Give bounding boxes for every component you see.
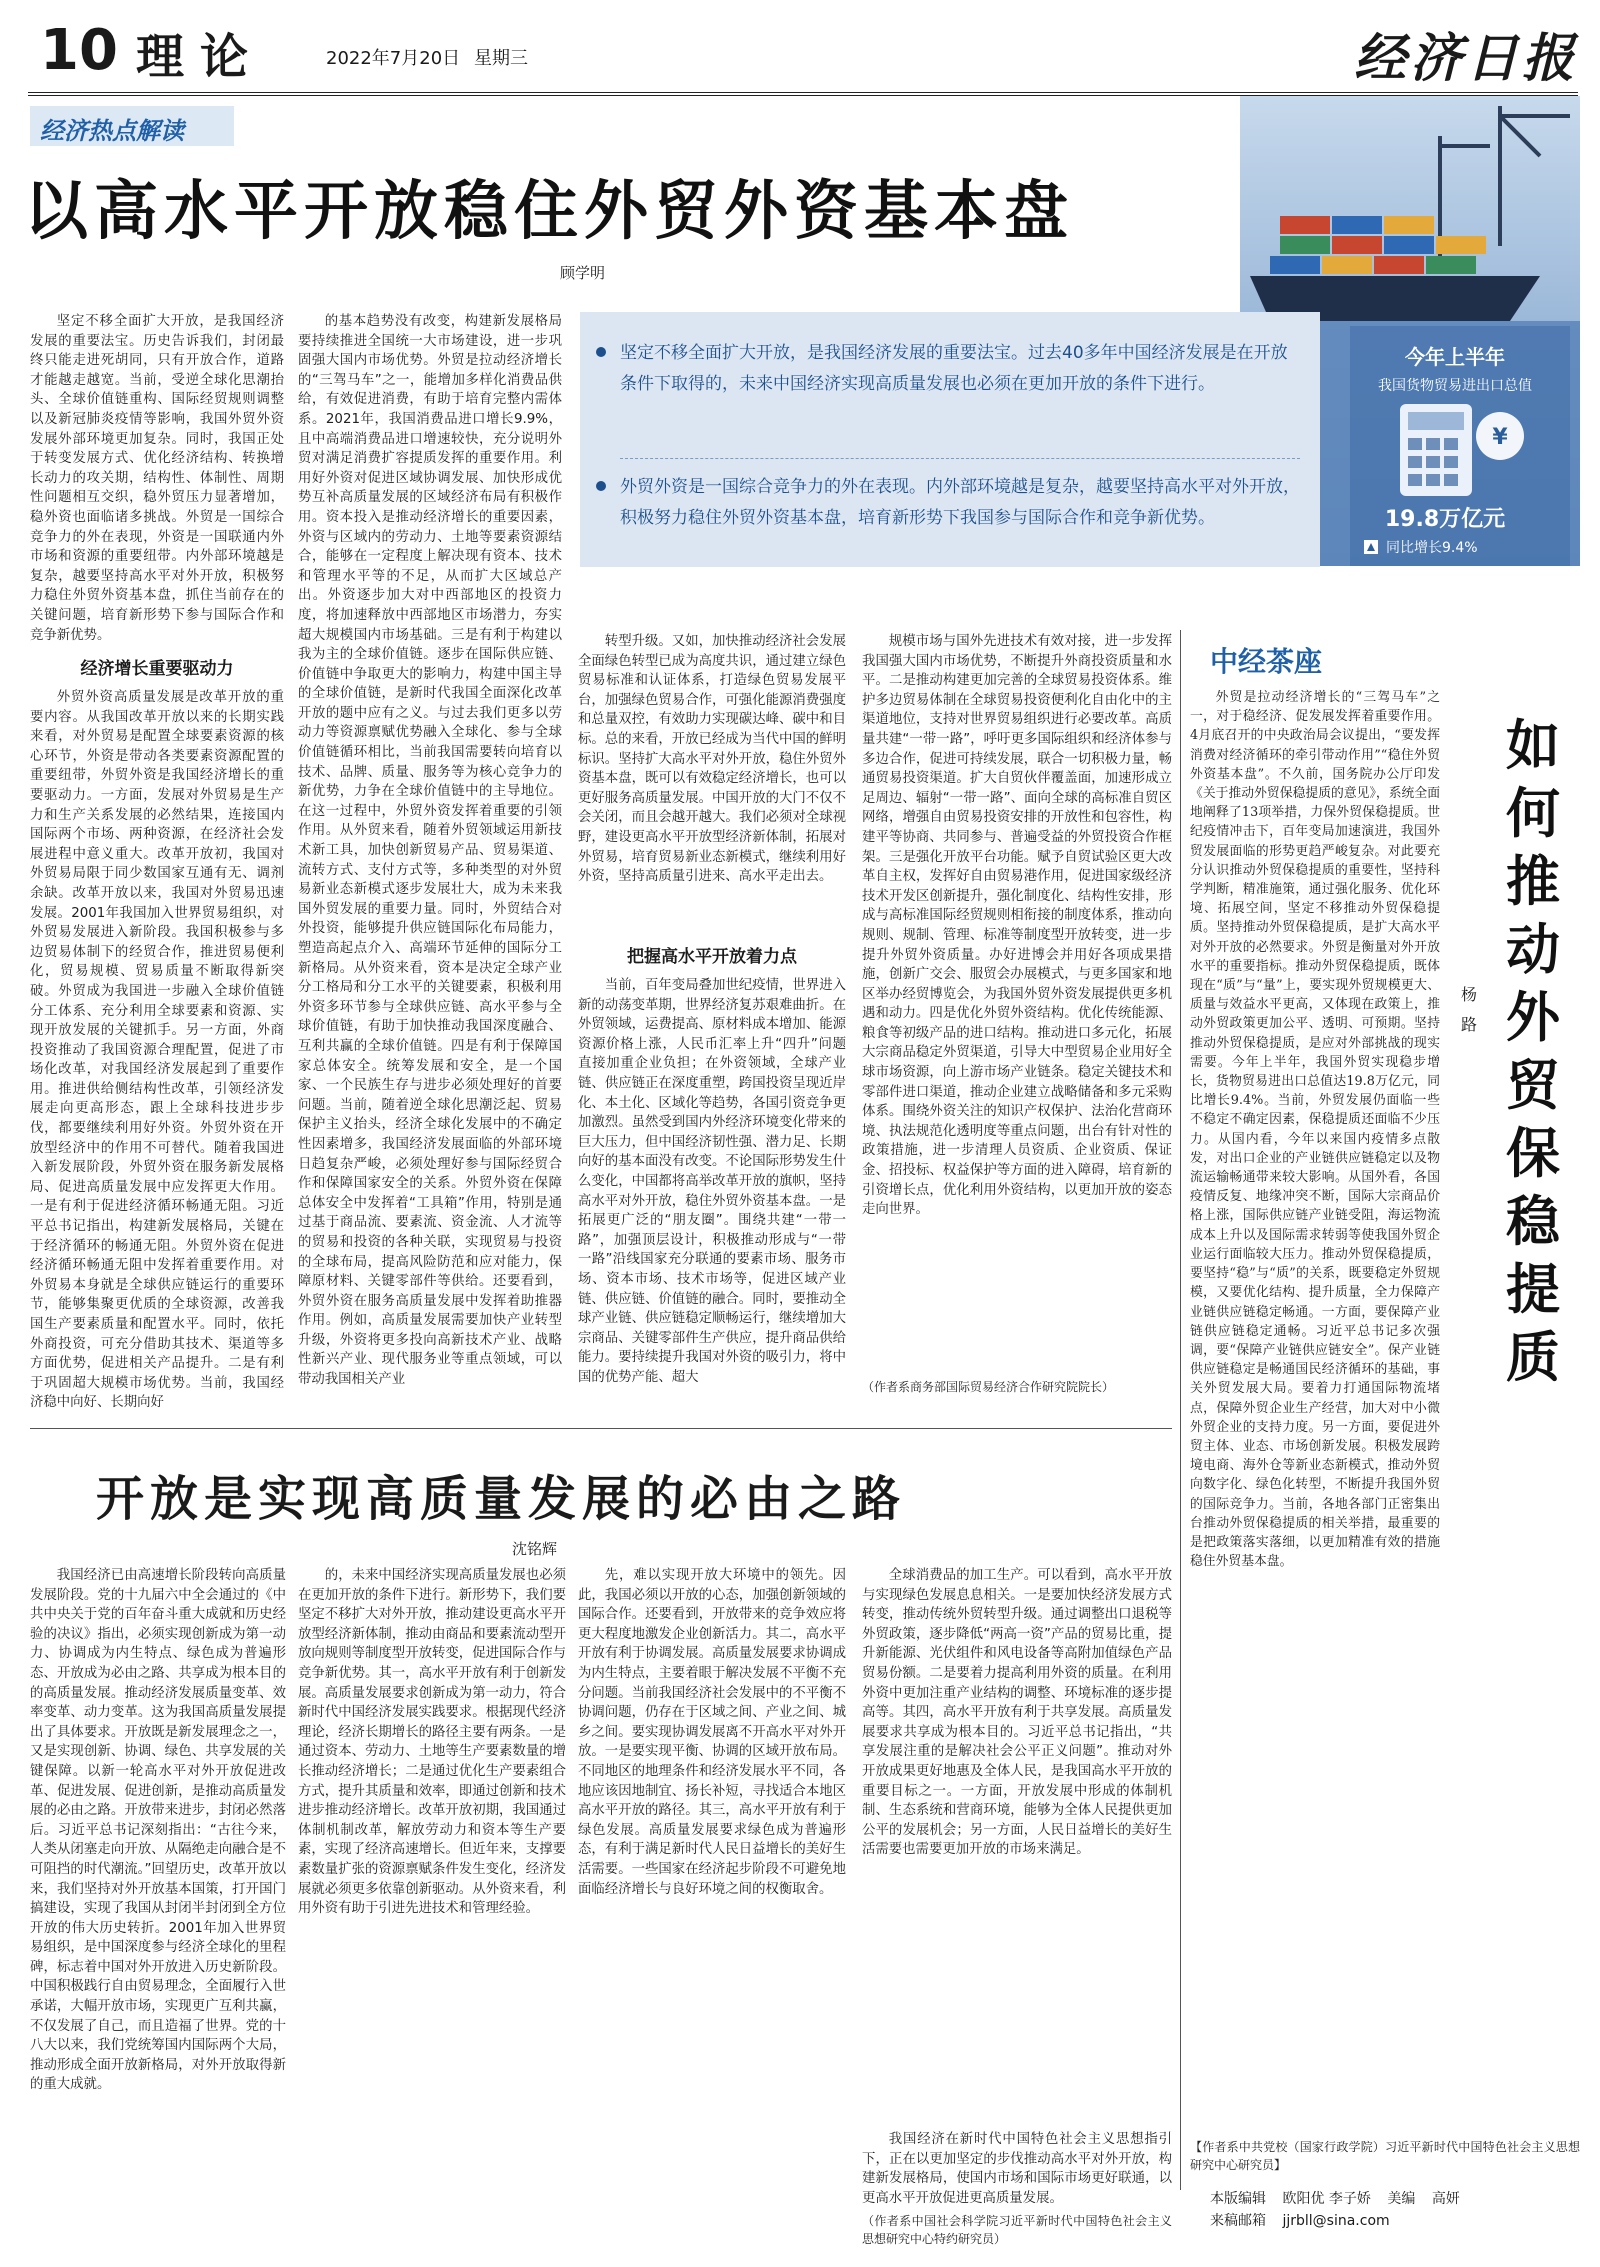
growth-arrow-icon bbox=[1364, 540, 1378, 554]
page-header bbox=[28, 14, 1578, 89]
submission-email[interactable]: jjrbll@sina.com bbox=[1282, 2213, 1390, 2229]
side-author-note: 【作者系中共党校（国家行政学院）习近平新时代中国特色社会主义思想研究中心研究员】 bbox=[1190, 2140, 1580, 2172]
side-article-text: 外贸是拉动经济增长的“三驾马车”之一，对于稳经济、促发展发挥着重要作用。4月底召开的中央政治局会议提出，“要发挥消费对经济循环的牵引带动作用”“稳住外贸外资基本盘”。不久前，国务院办公厅印发《关于推动外贸保稳提质的意见》，系统全面地阐释了13项举措，力保外贸保稳提质。世纪疫情冲击下，百年变局加速演进，我国外贸发展面临的形势更趋严峻复杂。对此要充分认识推动外贸保稳提质的重要性，坚持科学判断，精准施策，通过强化服务、优化环境、拓展空间，坚定不移推动外贸保稳提质。坚持推动外贸保稳提质，是扩大高水平对外开放的必然要求。外贸是衡量对外开放水平的重要指标。推动外贸保稳提质，既体现在“质”与“量”上，要实现外贸规模更大、质量与效益水平更高，又体现在政策上，推动外贸政策更加公平、透明、可预期。坚持推动外贸保稳提质，是应对外部挑战的现实需要。今年上半年，我国外贸实现稳步增长，货物贸易进出口总值达19.8万亿元，同比增长9.4%。当前，外贸发展仍面临一些不稳定不确定因素，保稳提质还面临不少压力。从国内看，今年以来国内疫情多点散发，对出口企业的产业链供应链稳定以及物流运输畅通带来较大影响。从国外看，各国疫情反复、地缘冲突不断，国际大宗商品价格上涨，国际供应链产业链受阻，海运物流成本上升以及国际需求转弱等使我国外贸企业运行面临较大压力。推动外贸保稳提质，要坚持“稳”与“质”的关系，既要稳定外贸规模，又要优化结构、提升质量，全力保障产业链供应链稳定畅通。一方面，要保障产业链供应链稳定通畅。习近平总书记多次强调，要“保障产业链供应链安全”。保产业链供应链稳定是畅通国民经济循环的基础，事关外贸发展大局。要着力打通国际物流堵点，保障外贸企业生产经营，加大对中小微外贸企业的支持力度。另一方面，要促进外贸主体、业态、市场创新发展。积极发展跨境电商、海外仓等新业态新模式，推动外贸向数字化、绿色化转型，不断提升我国外贸的国际竞争力。当前，各地各部门正密集出台推动外贸保稳提质的相关举措，最重要的是把政策落实落细，以更加精准有效的措施稳住外贸基本盘。 bbox=[1190, 690, 1440, 1570]
side-divider bbox=[1180, 630, 1181, 2190]
issue-date: 2022年7月20日 bbox=[326, 48, 461, 69]
quote-divider bbox=[620, 458, 1300, 459]
bullet-icon bbox=[596, 481, 606, 491]
calculator-icon bbox=[1400, 404, 1472, 496]
yuan-coin-icon bbox=[1476, 412, 1524, 460]
article1-column-1a: 坚定不移全面扩大开放，是我国经济发展的重要法宝。历史告诉我们，封闭最终只能走进死胡同，只有开放合作，道路才能越走越宽。当前，受逆全球化思潮抬头、全球价值链重构、国际经贸规则调整以及新冠肺炎疫情等影响，我国外贸外资发展外部环境更加复杂。同时，我国正处于转变发展方式、优化经济结构、转换增长动力的攻关期，结构性、体制性、周期性问题相互交织，稳外贸压力显著增加，稳外资也面临诸多挑战。外贸是一国综合竞争力的外在表现，外资是一国联通内外市场和资源的重要纽带。内外部环境越是复杂，越要坚持高水平对外开放，积极努力稳住外贸外资基本盘，抓住当前存在的关键问题，培育新形势下参与国际合作和竞争新优势。 bbox=[30, 314, 284, 643]
side-headline: 如何推动外贸保稳提质 bbox=[1506, 714, 1560, 1389]
article2-column-3: 先，难以实现开放大环境中的领先。因此，我国必须以开放的心态，加强创新领域的国际合作。还要看到，开放带来的竞争效应将更大程度地激发企业创新活力。其二，高水平开放有利于协调发展。高质量发展要求协调成为内生特点，主要着眼于解决发展不平衡不充分问题。当前我国经济社会发展中的不平衡不协调问题，仍存在于区域之间、产业之间、城乡之间。要实现协调发展离不开高水平对外开放。一是要实现平衡、协调的区域开放布局。不同地区的地理条件和经济发展水平不同，各地应该因地制宜、扬长补短，寻找适合本地区高水平开放的路径。其三，高水平开放有利于绿色发展。高质量发展要求绿色成为普遍形态，有利于满足新时代人民日益增长的美好生活需要。一些国家在经济起步阶段不可避免地面临经济增长与良好环境之间的权衡取舍。 bbox=[578, 1568, 846, 1897]
side-article-text-2 bbox=[1190, 1960, 1580, 2160]
pull-quote-2: 外贸外资是一国综合竞争力的外在表现。内外部环境越是复杂，越要坚持高水平对外开放，积极努力稳住外贸外资基本盘，培育新形势下我国参与国际合作和竞争新优势。 bbox=[620, 472, 1300, 534]
page-footer bbox=[1210, 2188, 1580, 2232]
subhead-2: 把握高水平开放着力点 bbox=[627, 947, 797, 967]
section-title: 理论 bbox=[136, 29, 265, 85]
article2-column-5: 我国经济在新时代中国特色社会主义思想指引下，正在以更加坚定的步伐推动高水平对外开放，构建新发展格局，使国内市场和国际市场更好联通，以更高水平开放促进更高质量发展。 bbox=[862, 2132, 1172, 2206]
infographic-label-2: 我国货物贸易进出口总值 bbox=[1378, 378, 1532, 394]
headline-main: 以高水平开放稳住外贸外资基本盘 bbox=[24, 175, 1074, 249]
column-name-tea: 中经茶座 bbox=[1210, 645, 1323, 678]
pull-quote-1: 坚定不移全面扩大开放，是我国经济发展的重要法宝。过去40多年中国经济发展是在开放条件下取得的，未来中国经济实现高质量发展也必须在更加开放的条件下进行。 bbox=[620, 338, 1300, 400]
pull-quote-box bbox=[580, 312, 1320, 567]
designer-name: 高妍 bbox=[1431, 2191, 1460, 2207]
byline-second: 沈铭辉 bbox=[512, 1540, 558, 1558]
submission-label: 来稿邮箱 bbox=[1210, 2213, 1266, 2229]
article1-column-3a: 转型升级。又如，加快推动经济社会发展全面绿色转型已成为高度共识，通过建立绿色贸易标准和认证体系，打造绿色贸易发展平台，加强绿色贸易合作，可强化能源消费强度和总量双控，有效助力实现碳达峰、碳中和目标。总的来看，开放已经成为当代中国的鲜明标识。坚持扩大高水平对外开放，稳住外贸外资基本盘，既可以有效稳定经济增长，也可以更好服务高质量发展。中国开放的大门不仅不会关闭，而且会越开越大。我们必须对全球视野，建设更高水平开放型经济新体制，拓展对外贸易，培育贸易新业态新模式，继续利用好外资，坚持高质量引进来、高水平走出去。 bbox=[578, 634, 846, 885]
section-divider bbox=[30, 1428, 1172, 1429]
issue-weekday: 星期三 bbox=[474, 48, 528, 69]
column-tag: 经济热点解读 bbox=[30, 106, 234, 146]
designer-label: 美编 bbox=[1387, 2191, 1416, 2207]
article2-author-note: （作者系中国社会科学院习近平新时代中国特色社会主义思想研究中心特约研究员） bbox=[862, 2214, 1172, 2246]
article2-column-1: 我国经济已由高速增长阶段转向高质量发展阶段。党的十九届六中全会通过的《中共中央关于党的百年奋斗重大成就和历史经验的决议》指出，必须实现创新成为第一动力、协调成为内生特点、绿色成为普遍形态、开放成为必由之路、共享成为根本目的的高质量发展。推动经济发展质量变革、效率变革、动力变革。这为我国高质量发展提出了具体要求。开放既是新发展理念之一，又是实现创新、协调、绿色、共享发展的关键保障。以新一轮高水平对外开放促进改革、促进发展、促进创新，是推动高质量发展的必由之路。开放带来进步，封闭必然落后。习近平总书记深刻指出：“古往今来，人类从闭塞走向开放、从隔绝走向融合是不可阻挡的时代潮流。”回望历史，改革开放以来，我们坚持对外开放基本国策，打开国门搞建设，实现了我国从封闭半封闭到全方位开放的伟大历史转折。2001年加入世界贸易组织，是中国深度参与经济全球化的里程碑，标志着中国对外开放进入历史新阶段。中国积极践行自由贸易理念，全面履行入世承诺，大幅开放市场，实现更广互利共赢，不仅发展了自己，而且造福了世界。党的十八大以来，我们党统筹国内国际两个大局，推动形成全面开放新格局，对外开放取得新的重大成就。 bbox=[30, 1568, 286, 2093]
infographic-label-1: 今年上半年 bbox=[1405, 345, 1505, 369]
editor-names: 欧阳优 李子娇 bbox=[1282, 2191, 1371, 2207]
bullet-icon bbox=[596, 347, 606, 357]
infographic-value: 19.8万亿元 bbox=[1384, 507, 1506, 532]
infographic-growth: 同比增长9.4% bbox=[1386, 540, 1478, 556]
side-byline: 杨路 bbox=[1460, 985, 1477, 1034]
article2-column-4: 全球消费品的加工生产。可以看到，高水平开放与实现绿色发展息息相关。一是要加快经济发展方式转变，推动传统外贸转型升级。通过调整出口退税等外贸政策，逐步降低“两高一资”产品的贸易比重，提升新能源、光伏组件和风电设备等高附加值绿色产品贸易份额。二是要着力提高利用外资的质量。在利用外资中更加注重产业结构的调整、环境标准的逐步提高等。其四，高水平开放有利于共享发展。高质量发展要求共享成为根本目的。习近平总书记指出，“共享发展注重的是解决社会公平正义问题”。推动对外开放成果更好地惠及全体人民，是我国高水平开放的重要目标之一。一方面，开放发展中形成的体制机制、生态系统和营商环境，能够为全体人民提供更加公平的发展机会；另一方面，人民日益增长的美好生活需要也需要更加开放的市场来满足。 bbox=[862, 1568, 1172, 1858]
page-number: 10 bbox=[40, 18, 118, 83]
article1-column-2: 的基本趋势没有改变，构建新发展格局要持续推进全国统一大市场建设，进一步巩固强大国内市场优势。外贸是拉动经济增长的“三驾马车”之一，能增加多样化消费品供给，有效促进消费，有助于培育完整内需体系。2021年，我国消费品进口增长9.9%，且中高端消费品进口增速较快，充分说明外贸对满足消费扩容提质发挥的重要作用。利用好外资对促进区域协调发展、加快形成优势互补高质量发展的区域经济布局有积极作用。资本投入是推动经济增长的重要因素，外资与区域内的劳动力、土地等要素资源结合，能够在一定程度上解决现有资本、技术和管理水平等的不足，从而扩大区域总产出。外资逐步加大对中西部地区的投资力度，将加速释放中西部地区市场潜力，夯实超大规模国内市场基础。三是有利于构建以我为主的全球价值链。逐步在国际供应链、价值链中争取更大的影响力，构建中国主导的全球价值链，是新时代我国全面深化改革开放的题中应有之义。与过去我们更多以劳动力等资源禀赋优势融入全球化、参与全球价值链循环相比，当前我国需要转向培育以技术、品牌、质量、服务等为核心竞争力的新优势，力争在全球价值链中的主导地位。在这一过程中，外贸外资发挥着重要的引领作用。从外贸来看，随着外贸领域运用新技术新工具，加快创新贸易产品、贸易渠道、流转方式、支付方式等，多种类型的对外贸易新业态新模式逐步发展壮大，成为未来我国外贸发展的重要力量。同时，外贸结合对外投资，能够提升供应链国际化布局能力，塑造高起点介入、高端环节延伸的国际分工新格局。从外资来看，资本是决定全球产业分工格局和分工水平的关键要素，积极利用外资多环节参与全球供应链、高水平参与全球价值链，有助于加快推动我国深度融合、互利共赢的全球价值链。四是有利于保障国家总体安全。统筹发展和安全，是一个国家、一个民族生存与进步必须处理好的首要问题。当前，随着逆全球化思潮泛起、贸易保护主义抬头，经济全球化发展中的不确定性因素增多，我国经济发展面临的外部环境日趋复杂严峻，必须处理好参与国际经贸合作和保障国家安全的关系。外贸外资在保障总体安全中发挥着“工具箱”作用，特别是通过基于商品流、要素流、资金流、人才流等的贸易和投资的各种关联，实现贸易与投资的全球布局，提高风险防范和应对能力，保障原材料、关键零部件等供给。还要看到，外贸外资在服务高质量发展中发挥着助推器作用。例如，高质量发展需要加快产业转型升级，外资将更多投向高新技术产业、战略性新兴产业、现代服务业等重点领域，可以带动我国相关产业 bbox=[298, 314, 562, 1388]
editor-label: 本版编辑 bbox=[1210, 2191, 1266, 2207]
article1-column-1b: 外贸外资高质量发展是改革开放的重要内容。从我国改革开放以来的长期实践来看，对外贸易是配置全球要素资源的核心环节，外资是带动各类要素资源配置的重要纽带，外贸外资是我国经济增长的重要驱动力。一方面，发展对外贸易是生产力和生产关系发展的必然结果，连接国内国际两个市场、两种资源，在经济社会发展进程中意义重大。改革开放初，我国对外贸易局限于同少数国家互通有无、调剂余缺。改革开放以来，我国对外贸易迅速发展。2001年我国加入世界贸易组织，对外贸易发展进入新阶段。我国积极参与多边贸易体制下的经贸合作，推进贸易便利化，贸易规模、贸易质量不断取得新突破。外贸成为我国进一步融入全球价值链分工体系、充分利用全球要素和资源、实现开放发展的关键抓手。另一方面，外商投资推动了我国资源合理配置，促进了市场化改革，对我国经济发展起到了重要作用。推进供给侧结构性改革，引领经济发展走向更高形态，跟上全球科技进步步伐，都要继续利用好外资。外贸外资在开放型经济中的作用不可替代。随着我国进入新发展阶段，外贸外资在服务新发展格局、促进高质量发展中应发挥更大作用。一是有利于促进经济循环畅通无阻。习近平总书记指出，构建新发展格局，关键在于经济循环的畅通无阻。外贸外资在促进经济循环畅通无阻中发挥着重要作用。对外贸易本身就是全球供应链运行的重要环节，能够集聚更优质的全球资源，改善我国生产要素质量和配置水平。同时，依托外商投资，可充分借助其技术、渠道等多方面优势，促进相关产品提升。二是有利于巩固超大规模市场优势。当前，我国经济稳中向好、长期向好 bbox=[30, 690, 284, 1411]
svg-text:¥: ¥ bbox=[1492, 425, 1508, 450]
article2-column-2: 的，未来中国经济实现高质量发展也必须在更加开放的条件下进行。新形势下，我们要坚定不移扩大对外开放，推动建设更高水平开放型经济新体制，推动由商品和要素流动型开放向规则等制度型开放转变，促进国际合作与竞争新优势。其一，高水平开放有利于创新发展。高质量发展要求创新成为第一动力，符合新时代中国经济发展实践要求。根据现代经济理论，经济长期增长的路径主要有两条。一是通过资本、劳动力、土地等生产要素数量的增长推动经济增长；二是通过优化生产要素组合方式，提升其质量和效率，即通过创新和技术进步推动经济增长。改革开放初期，我国通过体制机制改革，解放劳动力和资本等生产要素，实现了经济高速增长。但近年来，支撑要素数量扩张的资源禀赋条件发生变化，经济发展就必须更多依靠创新驱动。从外资来看，利用外资有助于引进先进技术和管理经验。 bbox=[298, 1568, 566, 1917]
subhead-1: 经济增长重要驱动力 bbox=[80, 659, 234, 679]
masthead-logo: 经济日报 bbox=[1353, 28, 1578, 89]
article1-column-4: 规模市场与国外先进技术有效对接，进一步发挥我国强大国内市场优势，不断提升外商投资质量和水平。二是推动构建更加完善的全球贸易投资体系。维护多边贸易体制在全球贸易投资便利化自由化中的主渠道地位，支持对世界贸易组织进行必要改革。高质量共建“一带一路”，呼吁更多国际组织和经济体参与多边合作，促进可持续发展，联合一切积极力量，畅通贸易投资渠道。扩大自贸伙伴覆盖面，加速形成立足周边、辐射“一带一路”、面向全球的高标准自贸区网络，增强自由贸易投资安排的开放性和包容性，构建平等协商、共同参与、普遍受益的外贸投资合作框架。三是强化开放平台功能。赋予自贸试验区更大改革自主权，发挥好自由贸易港作用，促进国家级经济技术开发区创新提升，强化制度化、结构性安排，形成与高标准国际经贸规则相衔接的制度体系，推动向规则、规制、管理、标准等制度型开放转变，进一步提升外贸外资质量。办好进博会并用好各项成果措施，创新广交会、服贸会办展模式，与更多国家和地区举办经贸博览会，为我国外贸外资发展提供更多机遇和动力。四是优化外贸外资结构。优化传统能源、粮食等初级产品的进口结构。推动进口多元化，拓展大宗商品稳定外贸渠道，引导大中型贸易企业用好全球市场资源，向上游市场产业链条。稳定关键技术和零部件进口渠道，推动企业建立战略储备和多元采购体系。围绕外资关注的知识产权保护、法治化营商环境、执法规范化透明度等重点问题，出台有针对性的政策措施，进一步清理人员资质、企业资质、保证金、招投标、权益保护等方面的进入障碍，培育新的引资增长点，优化利用外资结构，以更加开放的姿态走向世界。 bbox=[862, 634, 1172, 1218]
headline-second: 开放是实现高质量发展的必由之路 bbox=[96, 1471, 907, 1527]
byline-main: 顾学明 bbox=[560, 264, 606, 282]
article1-author-note: （作者系商务部国际贸易经济合作研究院院长） bbox=[862, 1380, 1115, 1394]
article1-column-3b: 当前，百年变局叠加世纪疫情，世界进入新的动荡变革期，世界经济复苏艰难曲折。在外贸领域，运费提高、原材料成本增加、能源资源价格上涨，人民币汇率上升“四升”问题直接加重企业负担；在外资领域，全球产业链、供应链正在深度重塑，跨国投资呈现近岸化、本土化、区域化等趋势，各国引资竞争更加激烈。虽然受到国内外经济环境变化带来的巨大压力，但中国经济韧性强、潜力足、长期向好的基本面没有改变。不论国际形势发生什么变化，中国都将高举改革开放的旗帜，坚持高水平对外开放，稳住外贸外资基本盘。一是拓展更广泛的“朋友圈”。围绕共建“一带一路”，加强顶层设计，积极推动形成与“一带一路”沿线国家充分联通的要素市场、服务市场、资本市场、技术市场等，促进区域产业链、供应链、价值链的融合。同时，要推动全球产业链、供应链稳定顺畅运行，继续增加大宗商品、关键零部件生产供应，提升商品供给能力。要持续提升我国对外资的吸引力，将中国的优势产能、超大 bbox=[578, 978, 846, 1385]
